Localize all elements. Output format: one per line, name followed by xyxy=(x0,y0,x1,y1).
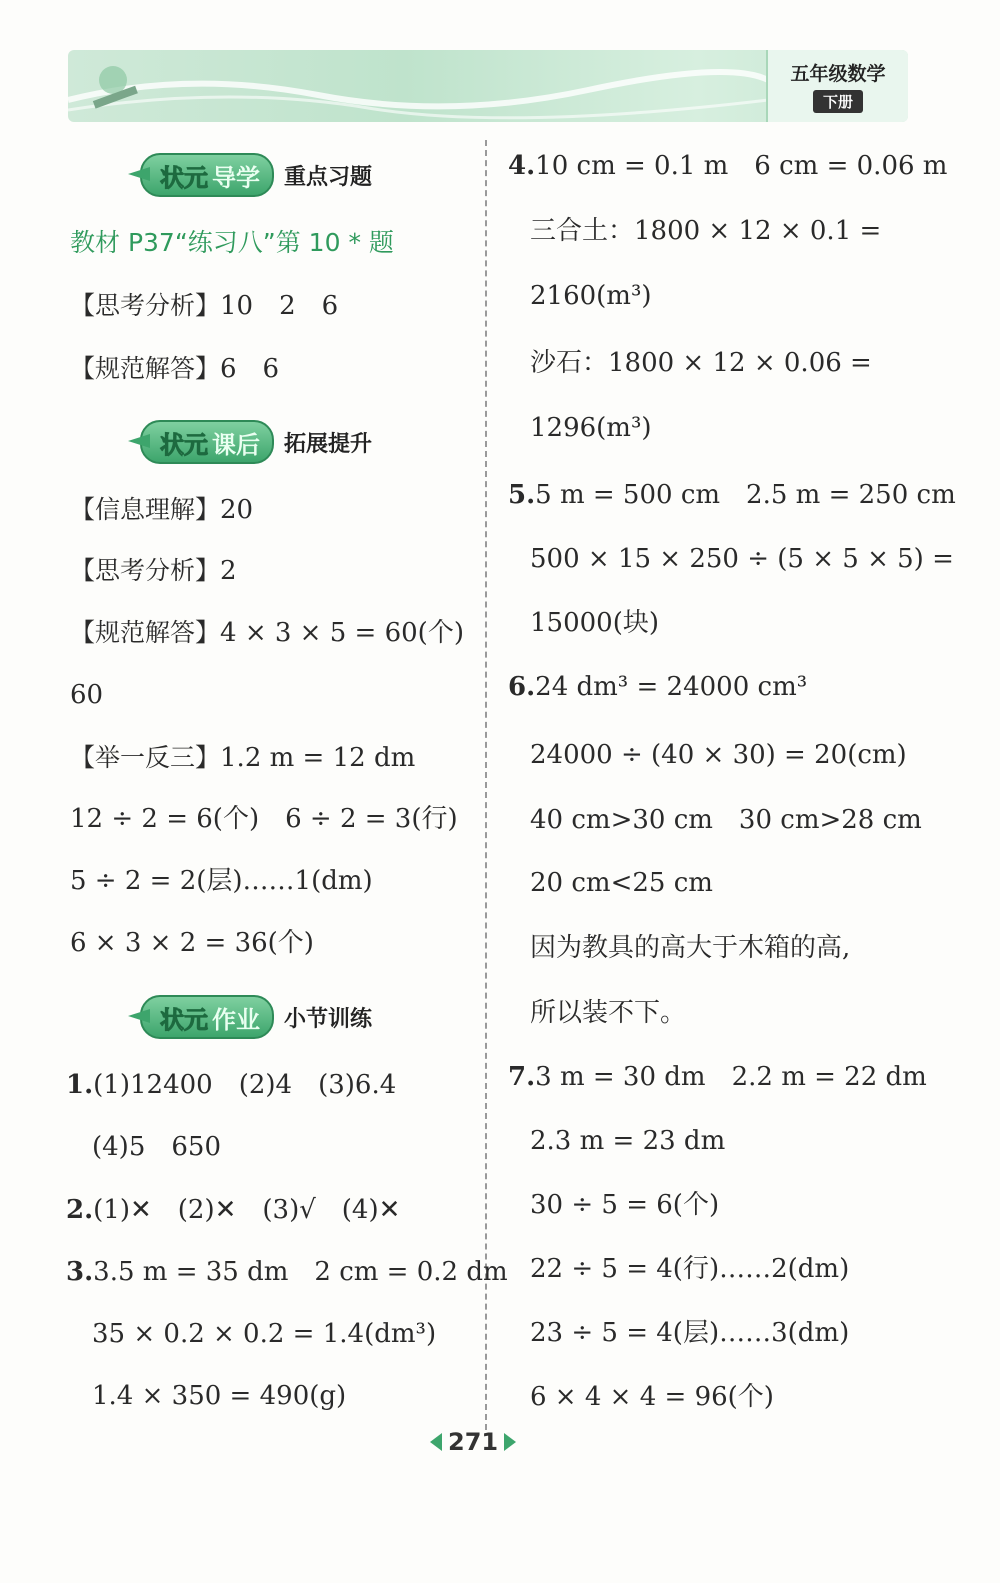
question-number: 3. xyxy=(66,1257,94,1287)
question-line xyxy=(66,1197,400,1223)
page-number xyxy=(430,1428,516,1456)
question-text: 10 cm = 0.1 m 6 cm = 0.06 m xyxy=(535,151,948,181)
answer-line xyxy=(70,620,464,646)
answer-label: 【思考分析】 xyxy=(70,291,221,320)
section-title: 小节训练 xyxy=(284,1006,373,1032)
answer-line xyxy=(70,356,279,382)
question-line xyxy=(508,1064,927,1090)
question-line: 1296(m³) xyxy=(530,413,652,443)
section-heading-homework xyxy=(140,995,372,1039)
answer-label: 【思考分析】 xyxy=(70,556,221,585)
volume-label: 下册 xyxy=(813,90,863,113)
question-line: 500 × 15 × 250 ÷ (5 × 5 × 5) = xyxy=(530,544,954,574)
question-line: (4)5 650 xyxy=(92,1132,221,1162)
textbook-reference: 教材 P37“练习八”第 10 * 题 xyxy=(70,228,394,257)
question-text: 3 m = 30 dm 2.2 m = 22 dm xyxy=(535,1062,927,1092)
triangle-right-icon xyxy=(504,1433,516,1451)
section-title: 拓展提升 xyxy=(284,431,373,457)
question-line: 30 ÷ 5 = 6(个) xyxy=(530,1190,720,1220)
question-text: (1)✕ (2)✕ (3)√ (4)✕ xyxy=(93,1195,401,1225)
section-heading-after-class xyxy=(140,420,372,464)
question-number: 5. xyxy=(508,480,536,510)
answer-text: 10 2 6 xyxy=(220,291,339,321)
answer-label: 【信息理解】 xyxy=(70,495,221,524)
section-heading-guide xyxy=(140,153,372,197)
question-line: 22 ÷ 5 = 4(行)……2(dm) xyxy=(530,1254,850,1284)
badge-text-a: 状元 xyxy=(160,163,208,192)
question-number: 4. xyxy=(508,151,536,181)
question-text: 5 m = 500 cm 2.5 m = 250 cm xyxy=(535,480,956,510)
question-line xyxy=(508,482,956,508)
triangle-left-icon xyxy=(430,1433,442,1451)
question-line: 因为教具的高大于木箱的高, xyxy=(530,933,851,963)
answer-text: 1.2 m = 12 dm xyxy=(220,743,416,773)
section-badge xyxy=(140,995,274,1039)
question-line: 20 cm<25 cm xyxy=(530,868,713,898)
answer-line: 60 xyxy=(70,680,104,710)
question-number: 6. xyxy=(508,672,536,702)
question-line xyxy=(66,1259,508,1285)
page-number-text: 271 xyxy=(448,1428,499,1456)
answer-line xyxy=(70,745,415,771)
question-line xyxy=(508,674,807,700)
badge-text-b: 导学 xyxy=(212,163,260,192)
answer-label: 【举一反三】 xyxy=(70,743,221,772)
answer-text: 6 6 xyxy=(220,354,280,384)
question-line: 40 cm>30 cm 30 cm>28 cm xyxy=(530,805,922,835)
answer-line xyxy=(70,293,338,319)
question-number: 7. xyxy=(508,1062,536,1092)
question-line: 1.4 × 350 = 490(g) xyxy=(92,1381,347,1411)
answer-text: 2 xyxy=(220,556,237,586)
badge-text-b: 课后 xyxy=(212,430,260,459)
question-line xyxy=(508,153,947,179)
grade-title: 五年级数学 xyxy=(790,63,886,85)
grade-box xyxy=(766,50,908,122)
question-line: 35 × 0.2 × 0.2 = 1.4(dm³) xyxy=(92,1319,437,1349)
question-line: 6 × 4 × 4 = 96(个) xyxy=(530,1382,774,1412)
question-line: 23 ÷ 5 = 4(层)……3(dm) xyxy=(530,1318,850,1348)
question-line: 2160(m³) xyxy=(530,281,652,311)
section-badge xyxy=(140,153,274,197)
header-banner xyxy=(68,50,908,122)
answer-line: 6 × 3 × 2 = 36(个) xyxy=(70,928,314,958)
pencil-icon xyxy=(128,167,150,181)
question-line: 15000(块) xyxy=(530,608,659,638)
answer-text: 4 × 3 × 5 = 60(个) xyxy=(220,618,464,648)
question-line: 2.3 m = 23 dm xyxy=(530,1126,726,1156)
section-badge xyxy=(140,420,274,464)
pencil-icon xyxy=(128,434,150,448)
question-line: 三合土：1800 × 12 × 0.1 = xyxy=(530,216,882,246)
answer-line: 5 ÷ 2 = 2(层)……1(dm) xyxy=(70,866,373,896)
question-line: 24000 ÷ (40 × 30) = 20(cm) xyxy=(530,740,907,770)
badge-text-a: 状元 xyxy=(160,430,208,459)
question-number: 2. xyxy=(66,1195,94,1225)
column-divider xyxy=(485,140,487,1430)
answer-line: 12 ÷ 2 = 6(个) 6 ÷ 2 = 3(行) xyxy=(70,804,458,834)
question-text: 3.5 m = 35 dm 2 cm = 0.2 dm xyxy=(93,1257,508,1287)
answer-line xyxy=(70,497,253,523)
answer-text: 20 xyxy=(220,495,254,525)
badge-text-a: 状元 xyxy=(160,1005,208,1034)
question-number: 1. xyxy=(66,1070,94,1100)
question-line: 沙石：1800 × 12 × 0.06 = xyxy=(530,348,872,378)
badge-text-b: 作业 xyxy=(212,1005,260,1034)
pencil-icon xyxy=(128,1009,150,1023)
question-text: (1)12400 (2)4 (3)6.4 xyxy=(93,1070,397,1100)
question-line: 所以装不下。 xyxy=(530,998,687,1028)
question-line xyxy=(66,1072,396,1098)
section-title: 重点习题 xyxy=(284,164,373,190)
answer-label: 【规范解答】 xyxy=(70,354,221,383)
banner-decoration-icon xyxy=(68,50,768,122)
question-text: 24 dm³ = 24000 cm³ xyxy=(535,672,808,702)
answer-label: 【规范解答】 xyxy=(70,618,221,647)
answer-line xyxy=(70,558,237,584)
